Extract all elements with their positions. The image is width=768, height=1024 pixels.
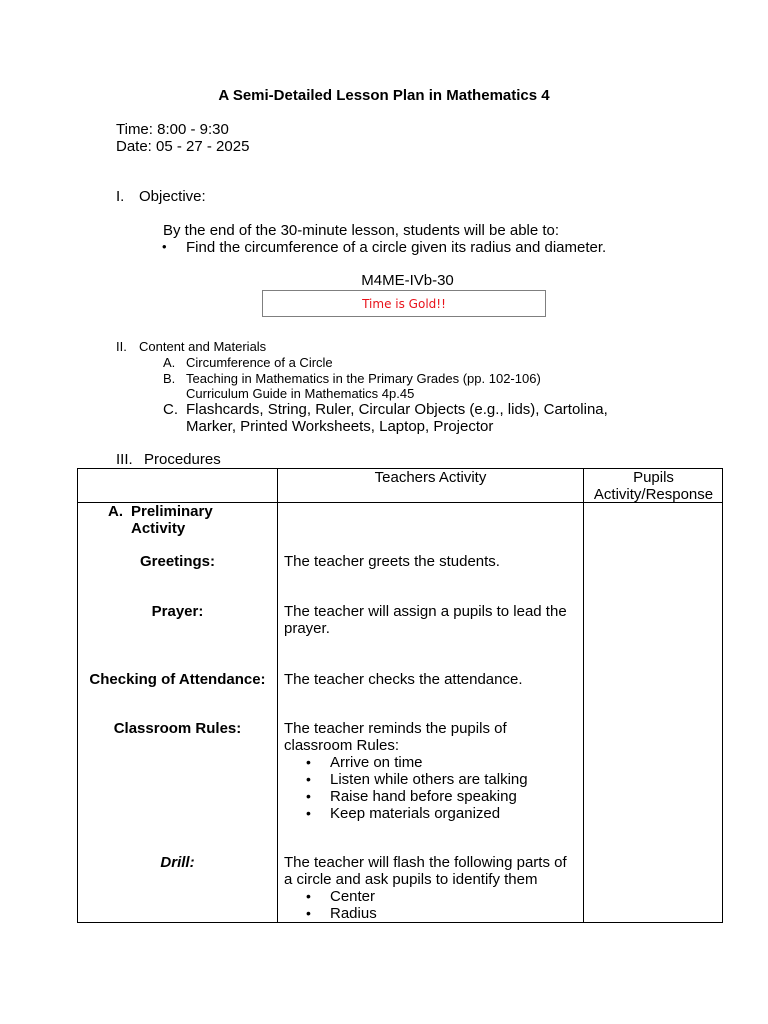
list-item: • Center [284,888,377,905]
prayer-text-cont: prayer. [284,620,330,637]
content-item-text: Circumference of a Circle [186,355,333,370]
bullet-icon: • [162,239,167,254]
objective-heading: Objective: [139,188,206,205]
drill-list [284,888,377,922]
content-item-text: Curriculum Guide in Mathematics 4p.45 [186,386,415,401]
header-pupils-response: Activity/Response [593,486,714,503]
header-teachers-activity: Teachers Activity [374,469,487,486]
attendance-text: The teacher checks the attendance. [284,671,523,688]
list-item: • Listen while others are talking [284,771,528,788]
prayer-label: Prayer: [151,603,204,620]
content-item-letter: A. [163,355,176,370]
procedures-table [77,468,723,923]
rules-text-cont: classroom Rules: [284,737,400,754]
rules-text: The teacher reminds the pupils of [284,720,507,737]
time-line: Time: 8:00 - 9:30 [116,121,229,138]
competency-code: M4ME-IVb-30 [361,272,454,289]
content-item-letter: C. [163,401,178,418]
header-pupils: Pupils [633,469,674,486]
content-item-letter: B. [163,371,176,386]
section-title-cont: Activity [131,520,186,537]
objective-bullet: Find the circumference of a circle given its radius and diameter. [186,239,607,256]
section-letter: A. [108,503,123,520]
drill-text: The teacher will flash the following parts of [284,854,567,871]
rules-label: Classroom Rules: [113,720,242,737]
list-item: • Arrive on time [284,754,528,771]
prayer-text: The teacher will assign a pupils to lead the [284,603,567,620]
content-number: II. [116,339,127,354]
procedures-heading: Procedures [144,451,221,468]
list-item: • Keep materials organized [284,805,528,822]
column-divider [277,469,278,922]
list-item: • Radius [284,905,377,922]
section-title: Preliminary [131,503,213,520]
content-item-text: Teaching in Mathematics in the Primary Grades (pp. 102-106) [186,371,541,386]
list-item: • Raise hand before speaking [284,788,528,805]
date-line: Date: 05 - 27 - 2025 [116,138,250,155]
attendance-label: Checking of Attendance: [89,671,266,688]
drill-text-cont: a circle and ask pupils to identify them [284,871,538,888]
note-text: Time is Gold!! [362,297,446,311]
column-divider [583,469,584,922]
objective-number: I. [116,188,125,205]
document-title: A Semi-Detailed Lesson Plan in Mathematics 4 [218,87,550,104]
objective-intro: By the end of the 30-minute lesson, students will be able to: [163,222,560,239]
note-box [262,290,546,317]
content-item-text: Flashcards, String, Ruler, Circular Objects (e.g., lids), Cartolina, [186,401,608,418]
drill-label: Drill: [160,854,195,871]
greetings-text: The teacher greets the students. [284,553,500,570]
procedures-number: III. [116,451,133,468]
greetings-label: Greetings: [139,553,215,570]
content-heading: Content and Materials [139,339,267,354]
rules-list [284,754,528,822]
content-item-text: Marker, Printed Worksheets, Laptop, Projector [186,418,494,435]
